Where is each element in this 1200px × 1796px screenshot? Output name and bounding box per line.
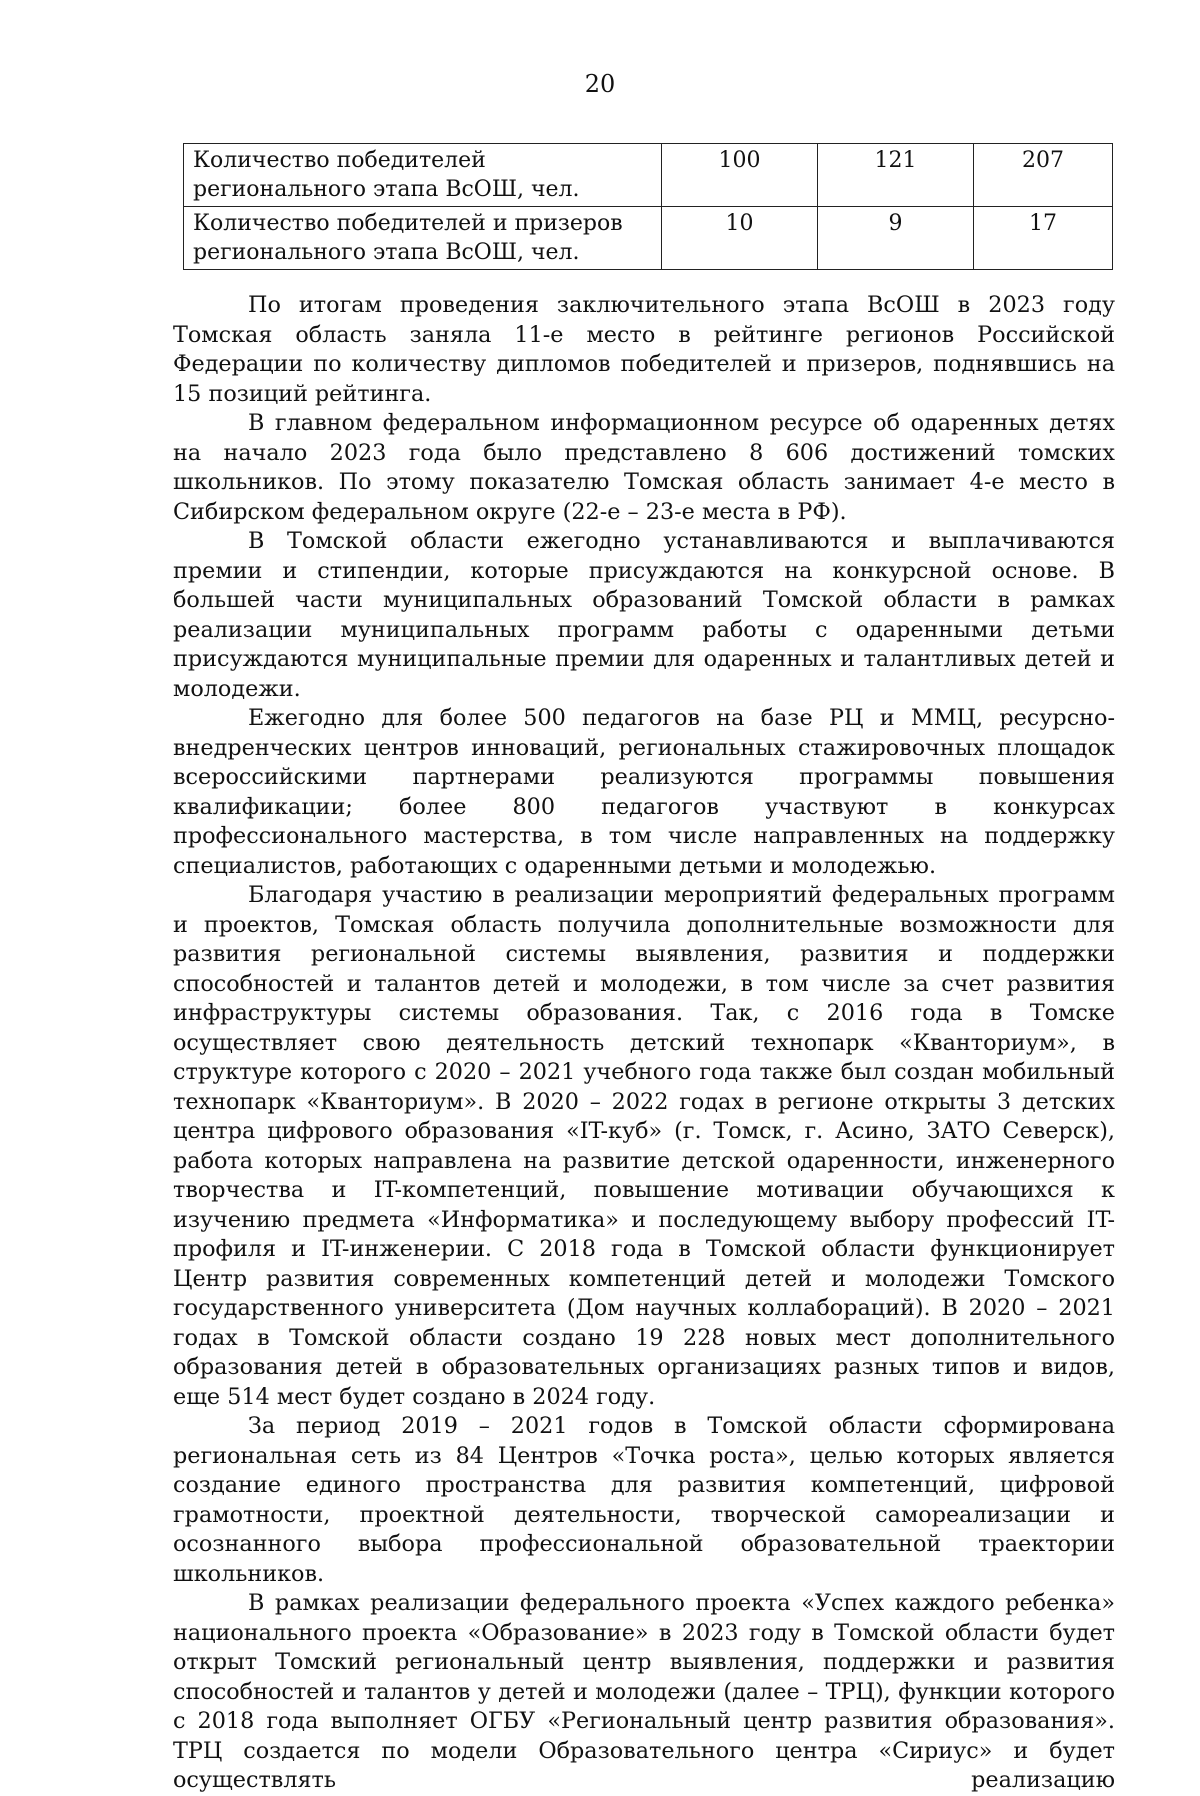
paragraph: В главном федеральном информационном ресурсе об одаренных детях на начало 2023 года было представлено 8 606 достижений томских школьников. По этому показателю Томская область занимает 4-е место в Сибирском федеральном округе (22-е – 23-е места в РФ). — [173, 410, 1115, 525]
row-label: Количество победителей и призеров регионального этапа ВсОШ, чел. — [184, 207, 662, 270]
table-cell: 10 — [662, 207, 818, 270]
table-cell: 207 — [974, 144, 1113, 207]
table-cell: 9 — [818, 207, 974, 270]
table-cell: 17 — [974, 207, 1113, 270]
paragraph: По итогам проведения заключительного этапа ВсОШ в 2023 году Томская область заняла 11-е место в рейтинге регионов Российской Федерации по количеству дипломов победителей и призеров, поднявшись на 15 позиций рейтинга. — [173, 292, 1115, 407]
paragraph: Благодаря участию в реализации мероприятий федеральных программ и проектов, Томская область получила дополнительные возможности для развития региональной системы выявления, развития и поддержки способностей и талантов детей и молодежи, в том числе за счет развития инфраструктуры системы образования. Так, с 2016 года в Томске осуществляет свою деятельность детский технопарк «Кванториум», в структуре которого с 2020 – 2021 учебного года также был создан мобильный технопарк «Кванториум». В 2020 – 2022 годах в регионе открыты 3 детских центра цифрового образования «IT-куб» (г. Томск, г. Асино, ЗАТО Северск), работа которых направлена на развитие детской одаренности, инженерного творчества и IT-компетенций, повышение мотивации обучающихся к изучению предмета «Информатика» и последующему выбору профессий IT-профиля и IT-инженерии. С 2018 года в Томской области функционирует Центр развития современных компетенций детей и молодежи Томского государственного университета (Дом научных коллабораций). В 2020 – 2021 годах в Томской области создано 19 228 новых мест дополнительного образования детей в образовательных организациях разных типов и видов, еще 514 мест будет создано в 2024 году. — [173, 882, 1115, 1410]
table-row — [184, 207, 1113, 270]
paragraph: За период 2019 – 2021 годов в Томской области сформирована региональная сеть из 84 Центров «Точка роста», целью которых является создание единого пространства для развития компетенций, цифровой грамотности, проектной деятельности, творческой самореализации и осознанного выбора профессиональной образовательной траектории школьников. — [173, 1413, 1115, 1587]
table-cell: 100 — [662, 144, 818, 207]
table-cell: 121 — [818, 144, 974, 207]
table-row — [184, 144, 1113, 207]
paragraph: Ежегодно для более 500 педагогов на базе РЦ и ММЦ, ресурсно-внедренческих центров инноваций, региональных стажировочных площадок всероссийскими партнерами реализуются программы повышения квалификации; более 800 педагогов участвуют в конкурсах профессионального мастерства, в том числе направленных на поддержку специалистов, работающих с одаренными детьми и молодежью. — [173, 705, 1115, 879]
paragraph: В рамках реализации федерального проекта «Успех каждого ребенка» национального проекта «Образование» в 2023 году в Томской области будет открыт Томский региональный центр выявления, поддержки и развития способностей и талантов у детей и молодежи (далее – ТРЦ), функции которого с 2018 года выполняет ОГБУ «Региональный центр развития образования». ТРЦ создается по модели Образовательного центра «Сириус» и будет осуществлять реализацию — [173, 1590, 1115, 1793]
paragraph: В Томской области ежегодно устанавливаются и выплачиваются премии и стипендии, которые присуждаются на конкурсной основе. В большей части муниципальных образований Томской области в рамках реализации муниципальных программ работы с одаренными детьми присуждаются муниципальные премии для одаренных и талантливых детей и молодежи. — [173, 528, 1115, 702]
page-number: 20 — [584, 70, 616, 98]
statistics-table — [183, 143, 1113, 270]
row-label: Количество победителей регионального этапа ВсОШ, чел. — [184, 144, 662, 207]
body-text — [173, 291, 1115, 1796]
